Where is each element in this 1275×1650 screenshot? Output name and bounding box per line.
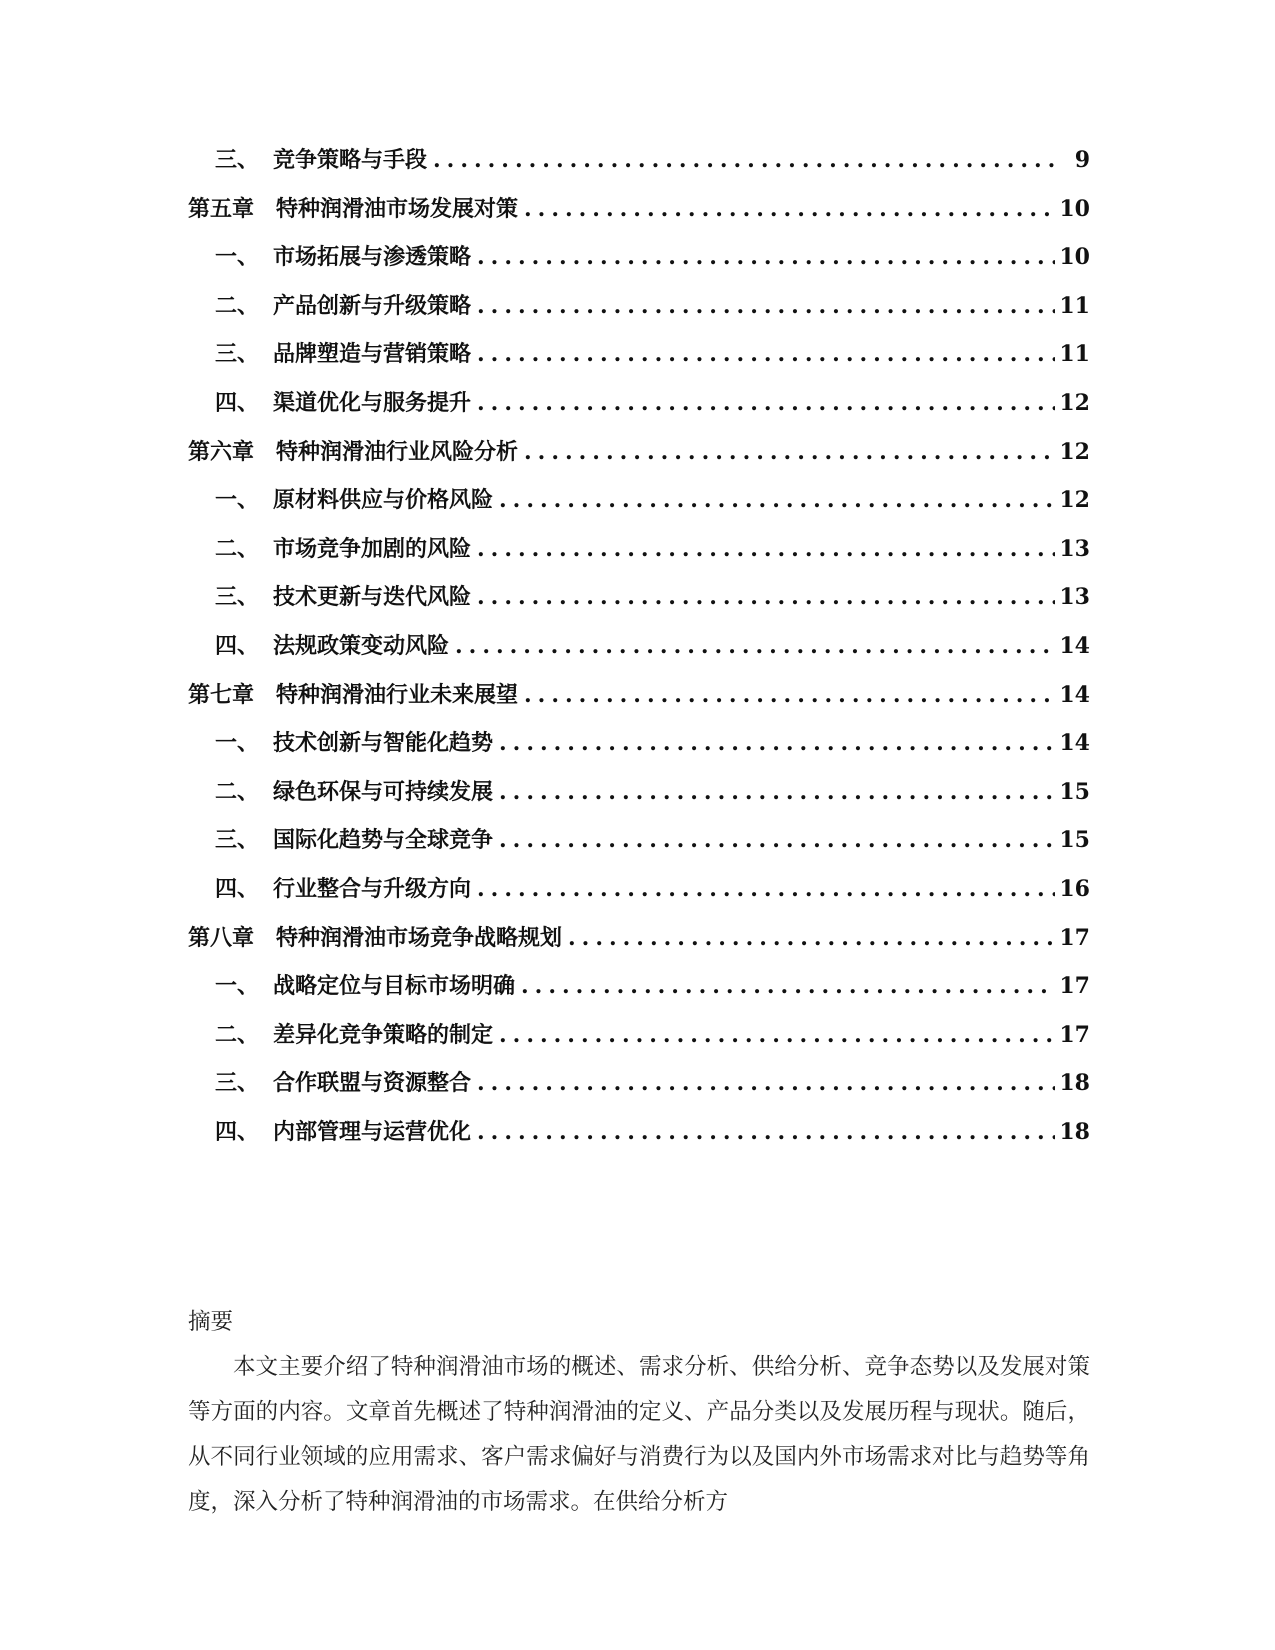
- toc-chapter-entry[interactable]: [188, 921, 1090, 970]
- table-of-contents: [188, 143, 1090, 1163]
- toc-leader-dots: [499, 730, 1055, 756]
- toc-leader-dots: [499, 1022, 1055, 1048]
- toc-chapter-entry[interactable]: [188, 678, 1090, 727]
- toc-entry-number: 三、: [215, 1070, 260, 1097]
- toc-entry-label: [188, 1066, 471, 1097]
- toc-entry-title: 原材料供应与价格风险: [273, 487, 494, 514]
- toc-entry-label: [188, 143, 427, 174]
- toc-entry-label: [188, 1115, 471, 1146]
- toc-entry-title: 市场竞争加剧的风险: [273, 535, 472, 562]
- toc-entry-label: [188, 1018, 493, 1049]
- toc-entry-number: 第五章: [188, 195, 255, 222]
- toc-entry-number: 二、: [215, 1021, 260, 1048]
- toc-page-number: 17: [1059, 1021, 1090, 1048]
- toc-page-number: 17: [1059, 973, 1090, 1000]
- toc-entry-label: [188, 192, 518, 223]
- toc-entry-label: [188, 775, 493, 806]
- toc-entry-number: 三、: [215, 147, 260, 173]
- toc-entry-label: [188, 823, 493, 854]
- toc-entry-title: 品牌塑造与营销策略: [273, 341, 472, 368]
- toc-page-number: 18: [1059, 1118, 1090, 1145]
- toc-entry-label: [188, 872, 471, 903]
- toc-page-number: 11: [1059, 292, 1090, 319]
- toc-entry-number: 第六章: [188, 438, 255, 465]
- toc-entry-number: 三、: [215, 584, 260, 611]
- toc-entry-title: 特种润滑油行业未来展望: [276, 681, 519, 708]
- toc-leader-dots: [477, 293, 1055, 319]
- toc-section-entry[interactable]: [188, 1018, 1090, 1067]
- toc-entry-label: [188, 678, 518, 709]
- toc-page-number: 11: [1059, 341, 1090, 368]
- toc-page-number: 15: [1059, 827, 1090, 854]
- toc-leader-dots: [524, 196, 1055, 222]
- toc-leader-dots: [477, 876, 1055, 902]
- toc-section-entry[interactable]: [188, 532, 1090, 581]
- toc-entry-label: [188, 969, 515, 1000]
- toc-entry-title: 产品创新与升级策略: [273, 292, 472, 319]
- toc-entry-number: 三、: [215, 827, 260, 854]
- toc-leader-dots: [524, 682, 1055, 708]
- toc-entry-label: [188, 726, 493, 757]
- abstract-body: 本文主要介绍了特种润滑油市场的概述、需求分析、供给分析、竞争态势以及发展对策等方面的内容。文章首先概述了特种润滑油的定义、产品分类以及发展历程与现状。随后，从不同行业领域的应用需求、客户需求偏好与消费行为以及国内外市场需求对比与趋势等角度，深入分析了特种润滑油的市场需求。在供给分析方: [188, 1354, 1090, 1515]
- toc-leader-dots: [521, 973, 1055, 999]
- toc-page-number: 9: [1074, 147, 1090, 173]
- toc-entry-title: 特种润滑油市场竞争战略规划: [276, 924, 563, 951]
- toc-chapter-entry[interactable]: [188, 435, 1090, 484]
- toc-entry-number: 第八章: [188, 924, 255, 951]
- toc-section-entry[interactable]: [188, 143, 1090, 192]
- toc-entry-label: [188, 629, 449, 660]
- toc-entry-title: 技术更新与迭代风险: [273, 584, 472, 611]
- toc-entry-label: [188, 580, 471, 611]
- toc-leader-dots: [524, 439, 1055, 465]
- toc-page-number: 12: [1059, 487, 1090, 514]
- toc-leader-dots: [477, 584, 1055, 610]
- toc-leader-dots: [477, 1119, 1055, 1145]
- toc-leader-dots: [477, 244, 1055, 270]
- toc-entry-title: 内部管理与运营优化: [273, 1118, 472, 1145]
- toc-entry-label: [188, 483, 493, 514]
- toc-entry-title: 渠道优化与服务提升: [273, 389, 472, 416]
- toc-page-number: 17: [1059, 924, 1090, 951]
- toc-entry-number: 第七章: [188, 681, 255, 708]
- toc-entry-number: 四、: [215, 875, 260, 902]
- toc-entry-title: 特种润滑油市场发展对策: [276, 195, 519, 222]
- toc-entry-number: 一、: [215, 730, 260, 757]
- toc-entry-title: 绿色环保与可持续发展: [273, 778, 494, 805]
- toc-entry-label: [188, 921, 562, 952]
- toc-section-entry[interactable]: [188, 240, 1090, 289]
- toc-leader-dots: [477, 1070, 1055, 1096]
- toc-page-number: 14: [1059, 730, 1090, 757]
- toc-entry-number: 二、: [215, 535, 260, 562]
- toc-section-entry[interactable]: [188, 969, 1090, 1018]
- toc-entry-title: 技术创新与智能化趋势: [273, 730, 494, 757]
- toc-page-number: 13: [1059, 535, 1090, 562]
- toc-entry-number: 三、: [215, 341, 260, 368]
- toc-entry-number: 一、: [215, 244, 260, 271]
- toc-leader-dots: [568, 925, 1055, 951]
- toc-section-entry[interactable]: [188, 726, 1090, 775]
- toc-page-number: 14: [1059, 632, 1090, 659]
- toc-section-entry[interactable]: [188, 823, 1090, 872]
- toc-section-entry[interactable]: [188, 872, 1090, 921]
- toc-entry-title: 特种润滑油行业风险分析: [276, 438, 519, 465]
- toc-entry-number: 四、: [215, 632, 260, 659]
- toc-section-entry[interactable]: [188, 289, 1090, 338]
- toc-leader-dots: [477, 390, 1055, 416]
- toc-section-entry[interactable]: [188, 1115, 1090, 1164]
- toc-leader-dots: [433, 147, 1060, 173]
- toc-entry-title: 战略定位与目标市场明确: [273, 973, 516, 1000]
- toc-page-number: 18: [1059, 1070, 1090, 1097]
- toc-leader-dots: [499, 487, 1055, 513]
- toc-page-number: 12: [1059, 389, 1090, 416]
- toc-section-entry[interactable]: [188, 580, 1090, 629]
- toc-entry-number: 二、: [215, 292, 260, 319]
- toc-chapter-entry[interactable]: [188, 192, 1090, 241]
- toc-section-entry[interactable]: [188, 483, 1090, 532]
- toc-entry-title: 市场拓展与渗透策略: [273, 244, 472, 271]
- toc-entry-title: 国际化趋势与全球竞争: [273, 827, 494, 854]
- toc-entry-number: 二、: [215, 778, 260, 805]
- toc-entry-title: 合作联盟与资源整合: [273, 1070, 472, 1097]
- toc-leader-dots: [477, 536, 1055, 562]
- toc-page-number: 14: [1059, 681, 1090, 708]
- toc-entry-number: 一、: [215, 973, 260, 1000]
- toc-entry-title: 行业整合与升级方向: [273, 875, 472, 902]
- toc-entry-number: 四、: [215, 1118, 260, 1145]
- toc-leader-dots: [499, 827, 1055, 853]
- toc-section-entry[interactable]: [188, 386, 1090, 435]
- toc-section-entry[interactable]: [188, 775, 1090, 824]
- toc-leader-dots: [477, 341, 1055, 367]
- toc-entry-label: [188, 532, 471, 563]
- toc-entry-label: [188, 435, 518, 466]
- toc-page-number: 13: [1059, 584, 1090, 611]
- toc-page-number: 15: [1059, 778, 1090, 805]
- toc-leader-dots: [455, 633, 1055, 659]
- toc-page-number: 10: [1059, 195, 1090, 222]
- toc-page-number: 12: [1059, 438, 1090, 465]
- toc-section-entry[interactable]: [188, 337, 1090, 386]
- toc-entry-title: 法规政策变动风险: [273, 632, 450, 659]
- toc-entry-title: 竞争策略与手段: [273, 147, 428, 173]
- toc-entry-label: [188, 289, 471, 320]
- toc-entry-label: [188, 240, 471, 271]
- toc-page-number: 10: [1059, 244, 1090, 271]
- abstract-title: 摘要: [188, 1309, 234, 1335]
- toc-page-number: 16: [1059, 875, 1090, 902]
- toc-section-entry[interactable]: [188, 1066, 1090, 1115]
- abstract-section: [188, 1300, 1090, 1525]
- toc-entry-label: [188, 337, 471, 368]
- toc-entry-number: 四、: [215, 389, 260, 416]
- toc-entry-number: 一、: [215, 487, 260, 514]
- toc-entry-title: 差异化竞争策略的制定: [273, 1021, 494, 1048]
- toc-leader-dots: [499, 779, 1055, 805]
- toc-section-entry[interactable]: [188, 629, 1090, 678]
- toc-entry-label: [188, 386, 471, 417]
